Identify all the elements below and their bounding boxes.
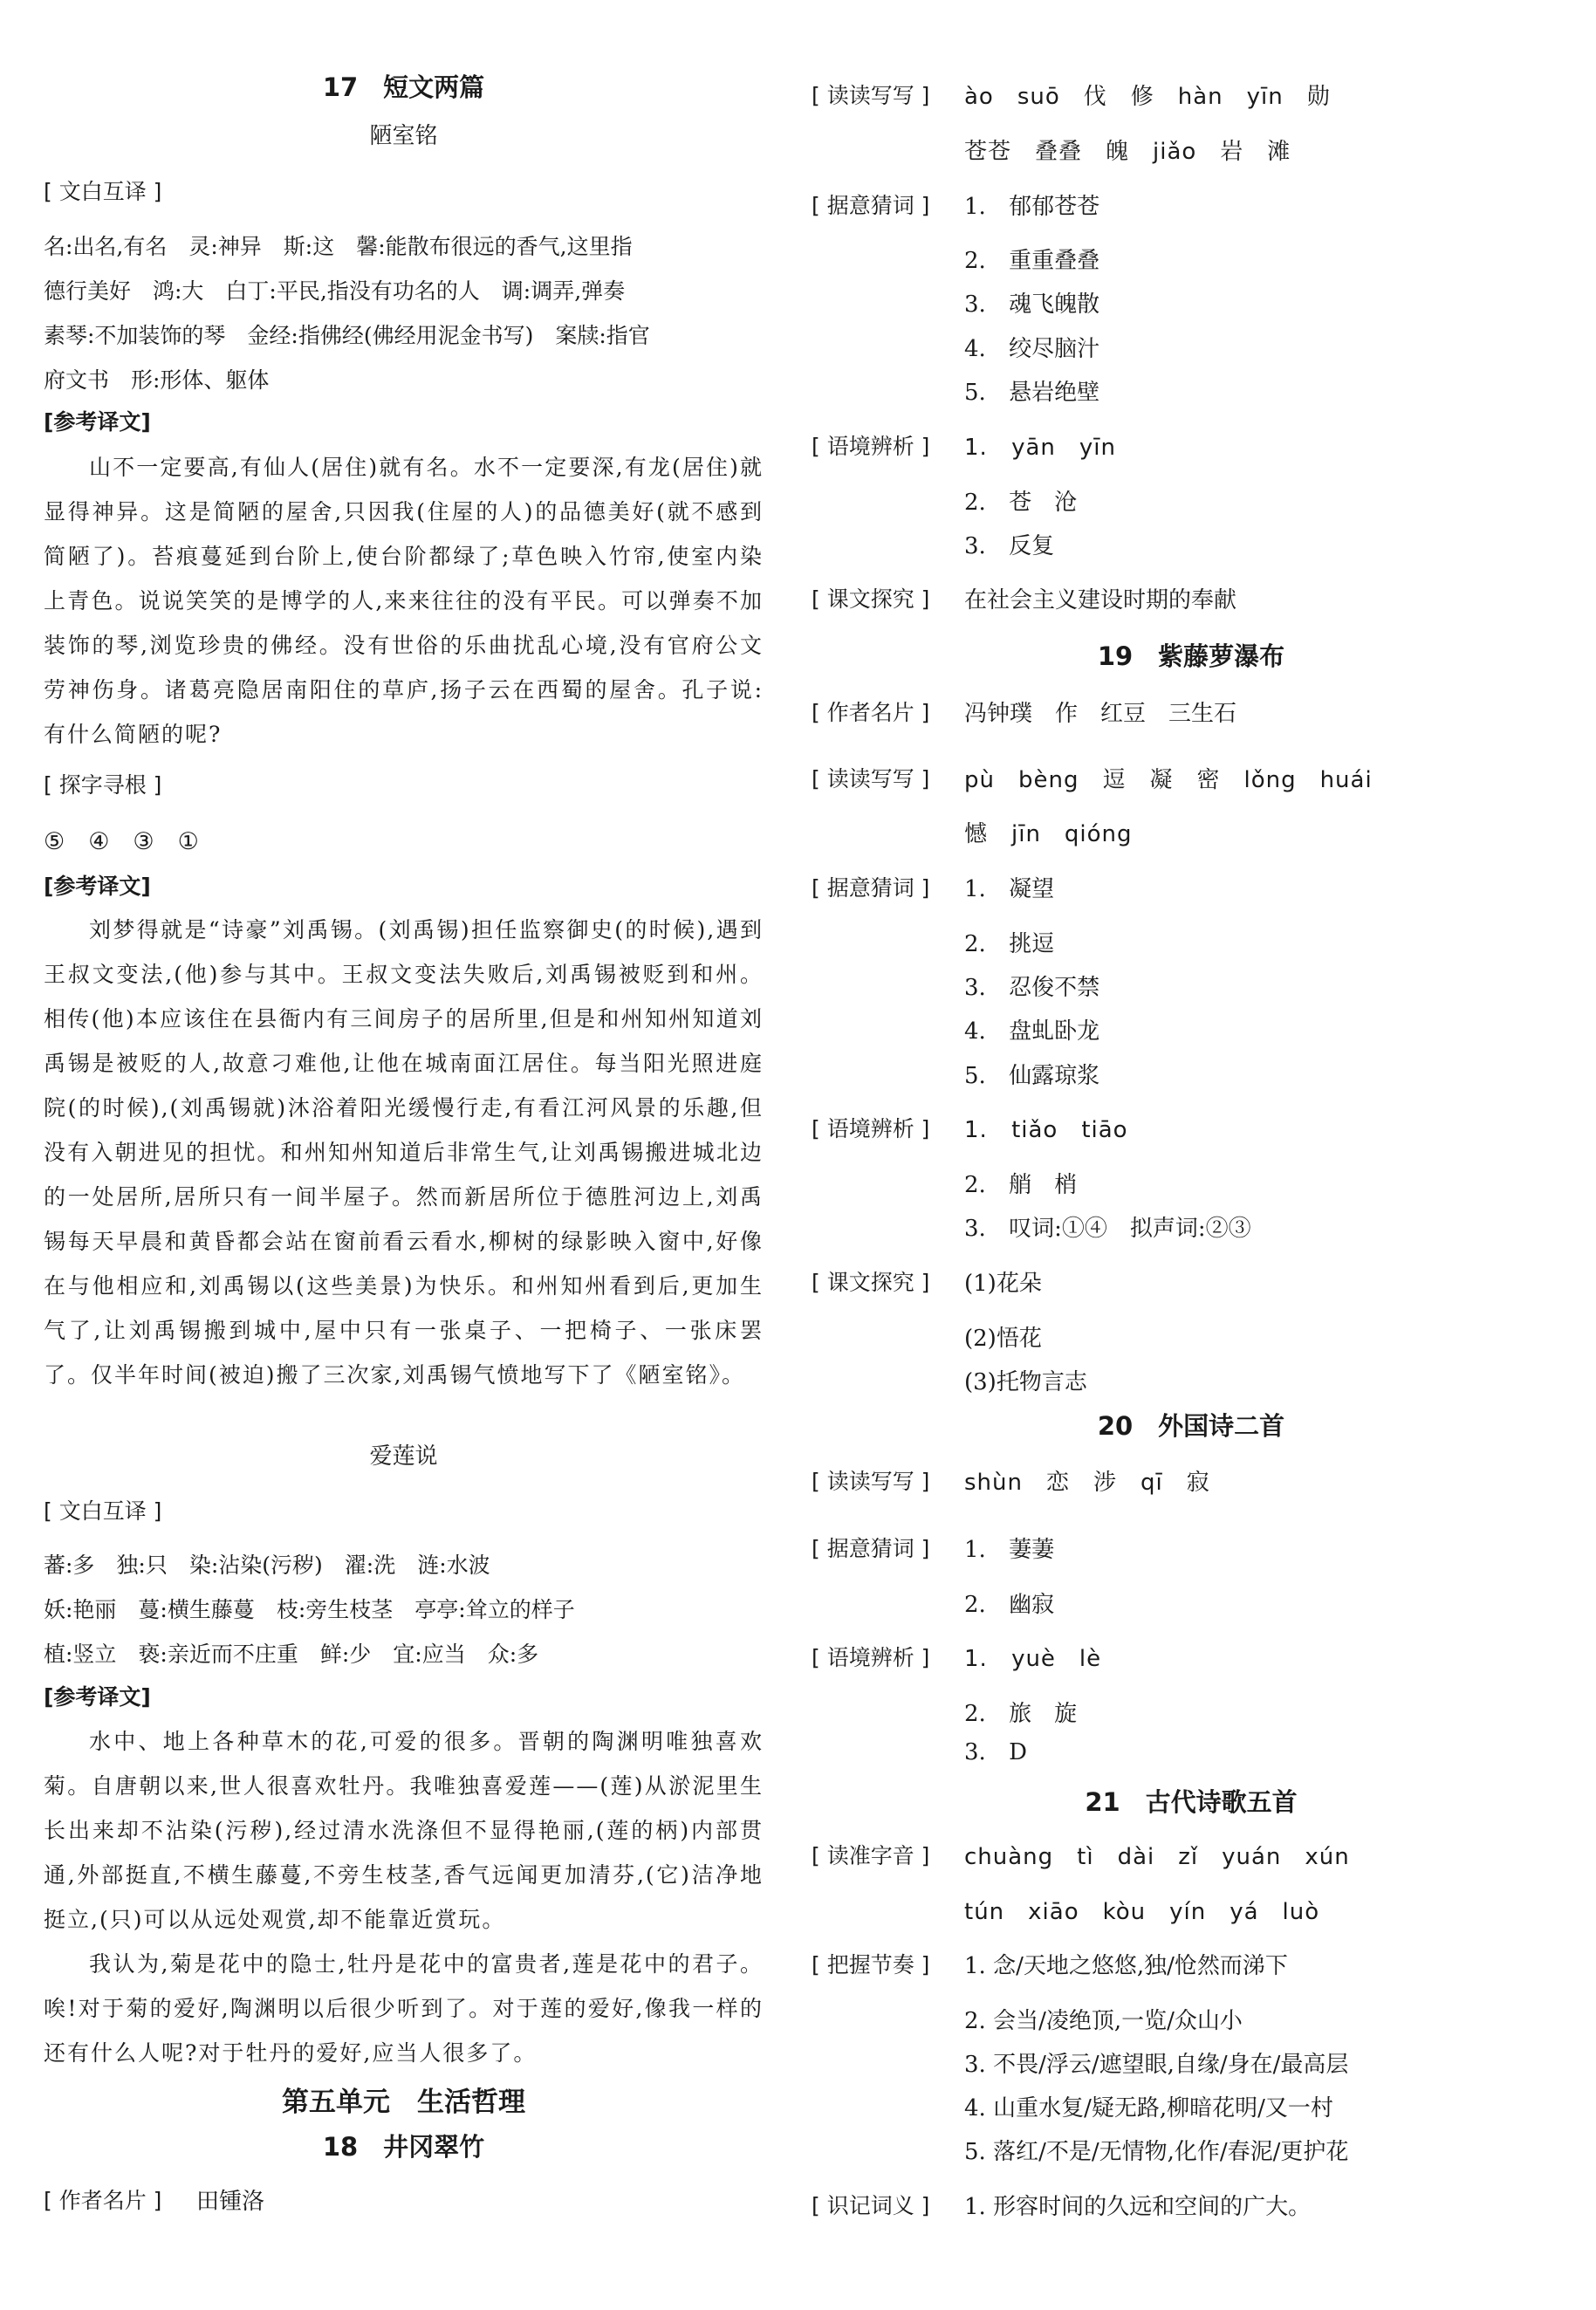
r11-item: 2. 幽寂 [964,1592,1055,1618]
r9-item: (2)悟花 [964,1326,1042,1352]
wenbai-2-line: 蕃:多 独:只 染:沾染(污秽) 濯:洗 涟:水波 [44,1553,490,1578]
label-dudu-xiexie: [ 读读写写 ] [812,83,930,108]
subtitle-ailianshuo: 爱莲说 [369,1443,438,1470]
wenbai-2-line: 植:竖立 亵:亲近而不庄重 鲜:少 宜:应当 众:多 [44,1642,539,1667]
label-yujing-bianxi: [ 语境辨析 ] [812,1116,930,1141]
r12-item: 3. D [964,1739,1027,1765]
wenbai-2-block [44,1543,575,1676]
r10-value: shùn 恋 涉 qī 寂 [964,1470,1210,1496]
ref-translation-3b: 我认为,菊是花中的隐士,牡丹是花中的富贵者,莲是花中的君子。唉!对于菊的爱好,陶渊明以后很少听到了。对于莲的爱好,像我一样的还有什么人呢?对于牡丹的爱好,应当人很多了。 [44,1951,764,2066]
r12-item: 2. 旅 旋 [964,1701,1078,1727]
label-author-18: [ 作者名片 ] [44,2188,162,2213]
ref-translation-2: 刘梦得就是“诗豪”刘禹锡。(刘禹锡)担任监察御史(的时候),遇到王叔文变法,(他)参与其中。王叔文变法失败后,刘禹锡被贬到和州。相传(他)本应该住在县衙内有三间房子的居所里,但是和州知州知道刘禹锡是被贬的人,故意刁难他,让他在城南面江居住。每当阳光照进庭院(的时候),(刘禹锡就)沐浴着阳光缓慢行走,有看江河风景的乐趣,但没有入朝进见的担忧。和州知州知道后非常生气,让刘禹锡搬进城北边的一处居所,居所只有一间半屋子。然而新居所位于德胜河边上,刘禹锡每天早晨和黄昏都会站在窗前看云看水,柳树的绿影映入窗中,好像在与他相应和,刘禹锡以(这些美景)为快乐。和州知州看到后,更加生气了,让刘禹锡搬到城中,屋中只有一张桌子、一把椅子、一张床罢了。仅半年时间(被迫)搬了三次家,刘禹锡气愤地写下了《陋室铭》。 [44,917,764,1388]
r14-item: 2. 会当/凌绝顶,一览/众山小 [964,2008,1243,2034]
r6-value-1: pù bèng 逗 凝 密 lǒng huái [964,767,1373,793]
r7-item: 3. 忍俊不禁 [964,975,1100,1001]
heading-tanzi: [ 探字寻根 ] [44,772,162,798]
heading-ref-3: [参考译文] [44,1684,151,1710]
label-kewen-tanjiu: [ 课文探究 ] [812,1270,930,1295]
r8-item: 3. 叹词:①④ 拟声词:②③ [964,1216,1251,1242]
label-duzhun-ziyin: [ 读准字音 ] [812,1843,930,1868]
section-17-title: 17 短文两篇 [322,72,485,102]
heading-wenbai-1: [ 文白互译 ] [44,179,162,204]
r1-value-1: ào suō 伐 修 hàn yīn 勋 [964,84,1331,110]
heading-ref-2: [参考译文] [44,874,151,899]
label-yujing-bianxi: [ 语境辨析 ] [812,1645,930,1670]
section-21-title: 21 古代诗歌五首 [1085,1787,1298,1817]
r2-item: 1. 郁郁苍苍 [964,194,1100,220]
r14-item: 4. 山重水复/疑无路,柳暗花明/又一村 [964,2095,1333,2121]
r14-item: 1. 念/天地之悠悠,独/怆然而涕下 [964,1953,1288,1979]
r3-item: 3. 反复 [964,533,1055,559]
unit-5-title: 第五单元 生活哲理 [282,2087,525,2118]
r3-item: 2. 苍 沧 [964,490,1078,516]
r11-item: 1. 萋萋 [964,1537,1055,1563]
wenbai-2-line: 妖:艳丽 蔓:横生藤蔓 枝:旁生枝茎 亭亭:耸立的样子 [44,1597,575,1622]
r5-value: 冯钟璞 作 红豆 三生石 [964,701,1237,727]
wenbai-1-line: 德行美好 鸿:大 白丁:平民,指没有功名的人 调:调弄,弹奏 [44,278,626,304]
ref-translation-3a: 水中、地上各种草木的花,可爱的很多。晋朝的陶渊明唯独喜欢菊。自唐朝以来,世人很喜欢牡丹。我唯独喜爱莲——(莲)从淤泥里生长出来却不沾染(污秽),经过清水洗涤但不显得艳丽,(莲的柄)内部贯通,外部挺直,不横生藤蔓,不旁生枝茎,香气远闻更加清芬,(它)洁净地挺立,(只)可以从远处观赏,却不能靠近赏玩。 [44,1729,764,1932]
label-bawo-jiezou: [ 把握节奏 ] [812,1952,930,1978]
label-juyi-caici: [ 据意猜词 ] [812,1536,930,1561]
r7-item: 5. 仙露琼浆 [964,1063,1100,1089]
section-18-title: 18 井冈翠竹 [322,2132,485,2162]
wenbai-1-line: 素琴:不加装饰的琴 金经:指佛经(佛经用泥金书写) 案牍:指官 [44,323,650,348]
label-kewen-tanjiu: [ 课文探究 ] [812,586,930,612]
subtitle-loushiming: 陋室铭 [369,123,438,149]
label-yujing-bianxi: [ 语境辨析 ] [812,434,930,459]
label-dudu-xiexie: [ 读读写写 ] [812,1469,930,1494]
r8-item: 1. tiǎo tiāo [964,1117,1128,1143]
label-shiji-ciyi: [ 识记词义 ] [812,2193,930,2218]
heading-ref-1: [参考译文] [44,409,151,435]
heading-wenbai-2: [ 文白互译 ] [44,1498,162,1524]
wenbai-1-line: 府文书 形:形体、躯体 [44,367,270,393]
r9-item: (3)托物言志 [964,1369,1087,1395]
r14-item: 5. 落红/不是/无情物,化作/春泥/更护花 [964,2139,1349,2165]
ref-translation-1: 山不一定要高,有仙人(居住)就有名。水不一定要深,有龙(居住)就显得神异。这是简陋的屋舍,只因我(住屋的人)的品德美好(就不感到简陋了)。苔痕蔓延到台阶上,使台阶都绿了;草色映入竹帘,使室内染上青色。说说笑笑的是博学的人,来来往往的没有平民。可以弹奏不加装饰的琴,浏览珍贵的佛经。没有世俗的乐曲扰乱心境,没有官府公文劳神伤身。诸葛亮隐居南阳住的草庐,扬子云在西蜀的屋舍。孔子说:有什么简陋的呢? [44,455,764,747]
r14-item: 3. 不畏/浮云/遮望眼,自缘/身在/最高层 [964,2052,1349,2078]
label-zuozhe-mingpian: [ 作者名片 ] [812,700,930,725]
section-20-title: 20 外国诗二首 [1097,1411,1285,1441]
r2-item: 3. 魂飞魄散 [964,291,1100,318]
label-juyi-caici: [ 据意猜词 ] [812,875,930,901]
section-19-title: 19 紫藤萝瀑布 [1097,641,1285,671]
wenbai-1-block [44,224,650,402]
label-dudu-xiexie: [ 读读写写 ] [812,766,930,792]
r13-value-1: chuàng tì dài zǐ yuán xún [964,1844,1350,1870]
r8-item: 2. 艄 梢 [964,1172,1078,1198]
r12-item: 1. yuè lè [964,1646,1102,1672]
r15-item: 1. 形容时间的久远和空间的广大。 [964,2194,1312,2220]
r9-item: (1)花朵 [964,1271,1042,1297]
author-18-value: 田锺洛 [196,2189,265,2215]
r7-item: 2. 挑逗 [964,931,1055,957]
r1-value-2: 苍苍 叠叠 魄 jiǎo 岩 滩 [964,139,1291,165]
r2-item: 4. 绞尽脑汁 [964,336,1100,362]
r7-item: 4. 盘虬卧龙 [964,1018,1100,1045]
r4-value: 在社会主义建设时期的奉献 [964,587,1237,613]
label-juyi-caici: [ 据意猜词 ] [812,193,930,218]
r3-item: 1. yān yīn [964,435,1116,461]
r2-item: 5. 悬岩绝壁 [964,380,1100,406]
r6-value-2: 憾 jīn qióng [964,821,1133,847]
wenbai-1-line: 名:出名,有名 灵:神异 斯:这 馨:能散布很远的香气,这里指 [44,234,633,259]
r7-item: 1. 凝望 [964,876,1055,902]
r2-item: 2. 重重叠叠 [964,248,1100,274]
r13-value-2: tún xiāo kòu yín yá luò [964,1899,1320,1925]
tanzi-answer: ⑤ ④ ③ ① [44,828,199,855]
